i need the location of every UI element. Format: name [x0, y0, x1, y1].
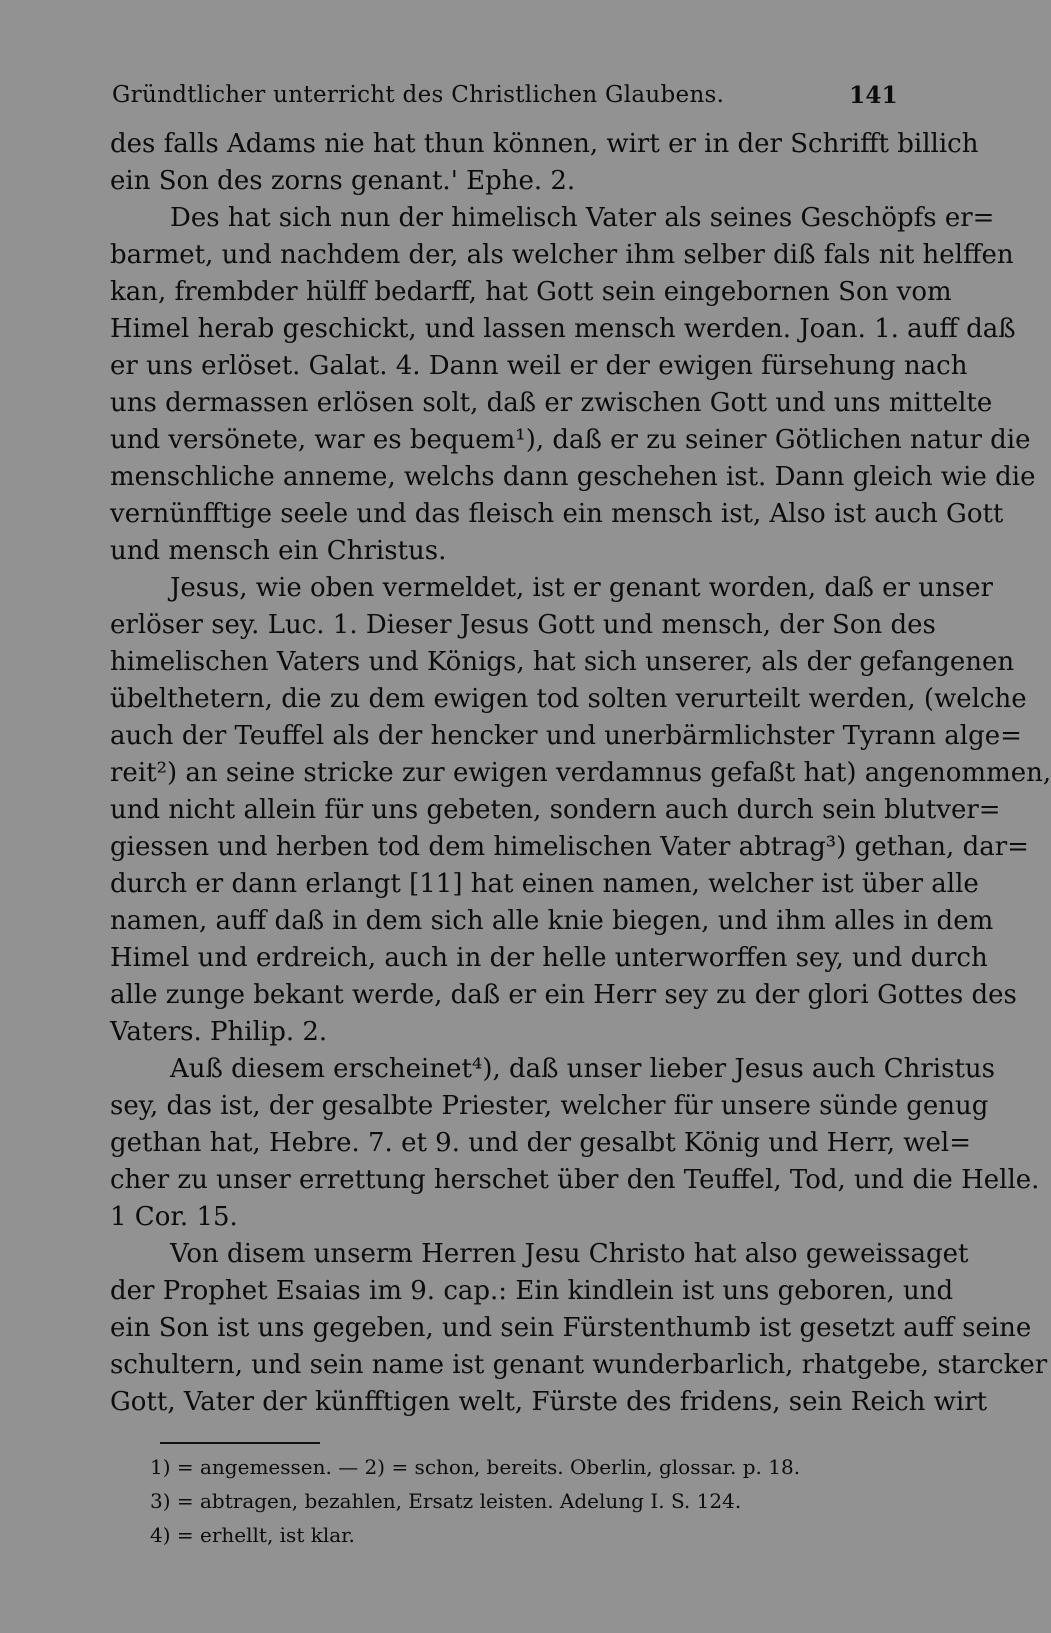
footnote: 1) = angemessen. — 2) = schon, bereits. Oberlin, glossar. p. 18. [150, 1455, 801, 1479]
text-line: namen, auff daß in dem sich alle knie biegen, und ihm alles in dem [110, 906, 994, 936]
text-line: uns dermassen erlösen solt, daß er zwischen Gott und uns mittelte [110, 388, 993, 418]
footnote: 4) = erhellt, ist klar. [150, 1523, 355, 1547]
text-line: durch er dann erlangt [11] hat einen namen, welcher ist über alle [110, 869, 979, 899]
text-line: schultern, und sein name ist genant wunderbarlich, rhatgebe, starcker [110, 1350, 1048, 1380]
text-line: ein Son des zorns genant.' Ephe. 2. [110, 166, 576, 196]
footnote: 3) = abtragen, bezahlen, Ersatz leisten. Adelung I. S. 124. [150, 1489, 742, 1513]
text-line: und mensch ein Christus. [110, 536, 447, 566]
text-line: barmet, und nachdem der, als welcher ihm selber diß fals nit helffen [110, 240, 1014, 270]
text-line: sey, das ist, der gesalbte Priester, welcher für unsere sünde genug [110, 1091, 989, 1121]
text-line: cher zu unser errettung herschet über den Teuffel, Tod, und die Helle. [110, 1165, 1040, 1195]
page-number: 141 [849, 82, 898, 109]
text-line: Himel und erdreich, auch in der helle unterworffen sey, und durch [110, 943, 988, 973]
text-line: Vaters. Philip. 2. [110, 1017, 328, 1047]
text-line: er uns erlöset. Galat. 4. Dann weil er der ewigen fürsehung nach [110, 351, 968, 381]
footnotes [150, 1450, 900, 1552]
text-line: himelischen Vaters und Königs, hat sich unserer, als der gefangenen [110, 647, 1015, 677]
text-line: Jesus, wie oben vermeldet, ist er genant worden, daß er unser [170, 573, 993, 603]
text-line: alle zunge bekant werde, daß er ein Herr sey zu der glori Gottes des [110, 980, 1017, 1010]
text-line: Gott, Vater der künfftigen welt, Fürste des fridens, sein Reich wirt [110, 1387, 988, 1417]
text-line: vernünfftige seele und das fleisch ein mensch ist, Also ist auch Gott [110, 499, 1004, 529]
text-line: auch der Teuffel als der hencker und unerbärmlichster Tyrann alge= [110, 721, 1022, 751]
text-line: Himel herab geschickt, und lassen mensch werden. Joan. 1. auff daß [110, 314, 1016, 344]
text-line: Von disem unserm Herren Jesu Christo hat also geweissaget [170, 1239, 969, 1269]
text-line: giessen und herben tod dem himelischen Vater abtrag³) gethan, dar= [110, 832, 1029, 862]
text-line: und nicht allein für uns gebeten, sondern auch durch sein blutver= [110, 795, 1001, 825]
text-line: ein Son ist uns gegeben, und sein Fürstenthumb ist gesetzt auff seine [110, 1313, 1032, 1343]
running-title: Gründtlicher unterricht des Christlichen Glaubens. [112, 82, 725, 108]
text-line: menschliche anneme, welchs dann geschehen ist. Dann gleich wie die [110, 462, 1036, 492]
text-line: reit²) an seine stricke zur ewigen verdamnus gefaßt hat) angenommen, [110, 758, 1051, 788]
text-line: erlöser sey. Luc. 1. Dieser Jesus Gott und mensch, der Son des [110, 610, 936, 640]
text-line: Des hat sich nun der himelisch Vater als seines Geschöpfs er= [170, 203, 995, 233]
text-line: kan, frembder hülff bedarff, hat Gott sein eingebornen Son vom [110, 277, 952, 307]
body-text [110, 126, 1051, 1421]
text-line: der Prophet Esaias im 9. cap.: Ein kindlein ist uns geboren, und [110, 1276, 954, 1306]
footnote-rule [160, 1442, 320, 1444]
text-line: des falls Adams nie hat thun können, wirt er in der Schrifft billich [110, 129, 979, 159]
text-line: übelthetern, die zu dem ewigen tod solten verurteilt werden, (welche [110, 684, 1027, 714]
running-header [112, 82, 898, 109]
text-line: und versönete, war es bequem¹), daß er zu seiner Götlichen natur die [110, 425, 1031, 455]
text-line: Auß diesem erscheinet⁴), daß unser lieber Jesus auch Christus [170, 1054, 996, 1084]
text-line: gethan hat, Hebre. 7. et 9. und der gesalbt König und Herr, wel= [110, 1128, 971, 1158]
text-line: 1 Cor. 15. [110, 1202, 238, 1232]
